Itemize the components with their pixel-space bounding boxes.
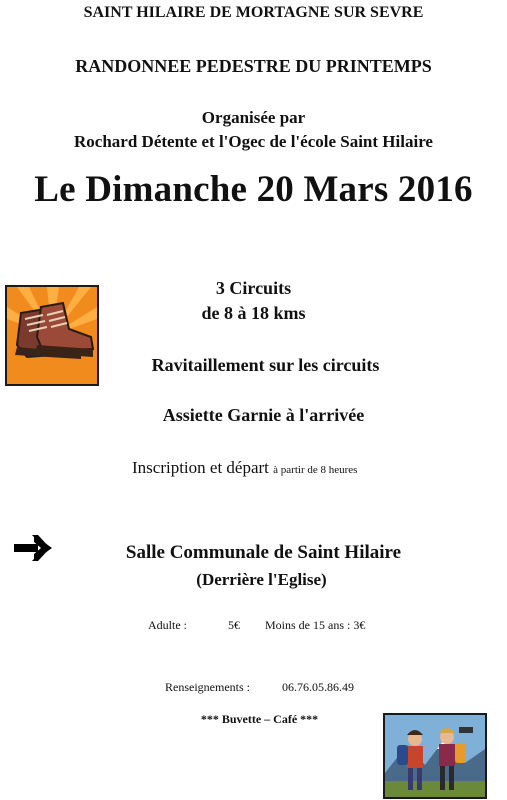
refreshments-banner: *** Buvette – Café ***	[200, 712, 319, 726]
venue-note: (Derrière l'Eglise)	[196, 570, 327, 589]
event-title: RANDONNEE PEDESTRE DU PRINTEMPS	[75, 56, 432, 76]
circuits-count: 3 Circuits	[215, 278, 292, 298]
adult-price-label: Adulte :	[148, 618, 187, 632]
registration-time: à partir de 8 heures	[273, 464, 358, 476]
circuits-length: de 8 à 18 kms	[201, 303, 306, 323]
organised-by-label: Organisée par	[201, 108, 306, 127]
registration-label: Inscription et départ	[132, 458, 269, 477]
registration-info	[132, 458, 357, 478]
event-date: Le Dimanche 20 Mars 2016	[34, 169, 473, 210]
contact-phone: 06.76.05.86.49	[282, 680, 354, 694]
contact-label: Renseignements :	[165, 680, 250, 694]
plate-info: Assiette Garnie à l'arrivée	[162, 405, 365, 425]
town-heading: SAINT HILAIRE DE MORTAGNE SUR SEVRE	[83, 4, 424, 21]
venue-name: Salle Communale de Saint Hilaire	[125, 542, 402, 563]
organisers: Rochard Détente et l'Ogec de l'école Saint Hilaire	[74, 132, 433, 151]
adult-price-value: 5€	[228, 618, 240, 632]
hikers-illustration	[383, 713, 487, 799]
supplies-info: Ravitaillement sur les circuits	[151, 355, 380, 375]
child-price: Moins de 15 ans : 3€	[265, 618, 366, 632]
